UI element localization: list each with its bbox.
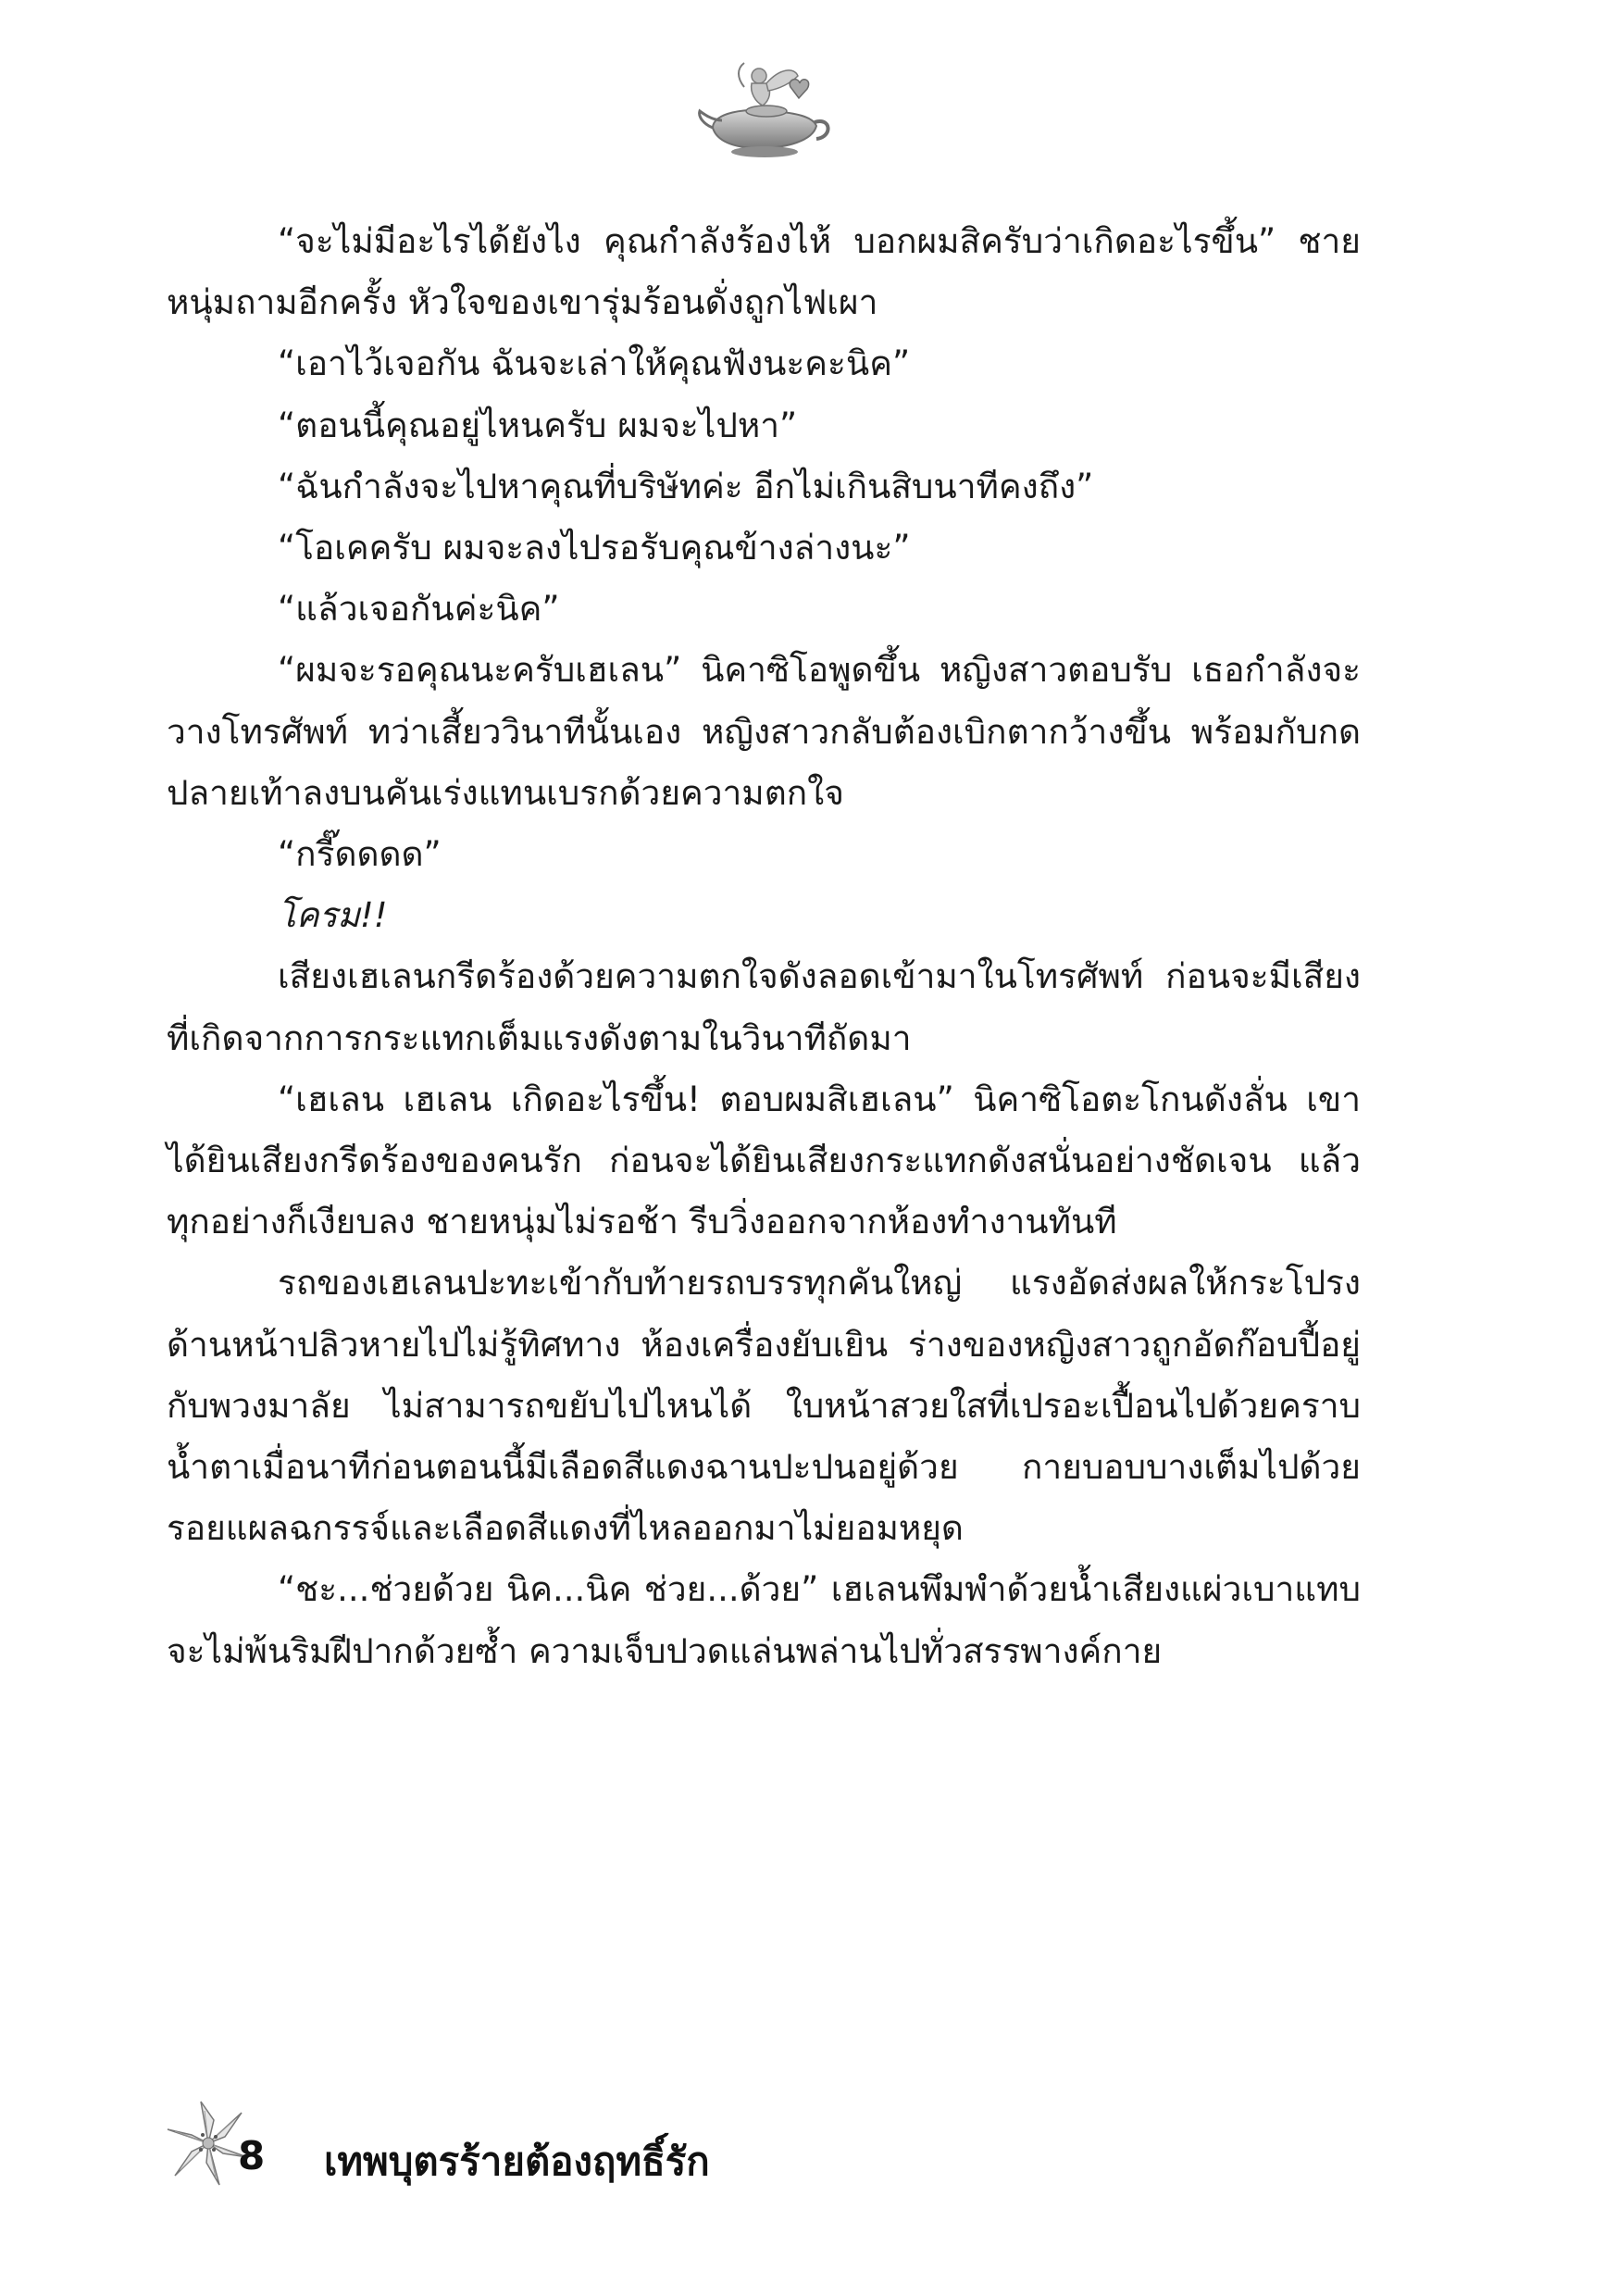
paragraph: “แล้วเจอกันค่ะนิค” (278, 589, 560, 630)
page-footer (162, 2092, 995, 2194)
paragraph: รถของเฮเลนปะทะเข้ากับท้ายรถบรรทุกคันใหญ่ แรงอัดส่งผลให้กระโปรงด้านหน้าปลิวหายไปไม่รู้ทิศทาง ห้องเครื่องยับเยิน ร่างของหญิงสาวถูกอัดก๊อบปี้อยู่กับพวงมาลัย ไม่สามารถขยับไปไหนได้ ใบหน้าสวยใสที่เปรอะเปื้อนไปด้วยคราบน้ำตาเมื่อนาทีก่อนตอนนี้มีเลือดสีแดงฉานปะปนอยู่ด้วย กายบอบบางเต็มไปด้วยรอยแผลฉกรรจ์และเลือดสีแดงที่ไหลออกมาไม่ยอมหยุด (167, 1263, 1361, 1549)
page-number: 8 (238, 2133, 266, 2178)
body-text (167, 211, 1361, 1682)
teapot-ornament-icon (694, 56, 842, 167)
book-title: เทพบุตรร้ายต้องฤทธิ์รัก (324, 2139, 710, 2184)
paragraph: “ตอนนี้คุณอยู่ไหนครับ ผมจะไปหา” (278, 405, 798, 445)
paragraph: “ฉันกำลังจะไปหาคุณที่บริษัทค่ะ อีกไม่เกินสิบนาทีคงถึง” (278, 466, 1094, 506)
paragraph: “ชะ...ช่วยด้วย นิค...นิค ช่วย...ด้วย” เฮเลนพึมพำด้วยน้ำเสียงแผ่วเบาแทบจะไม่พ้นริมฝีปากด้วยซ้ำ ความเจ็บปวดแล่นพล่านไปทั่วสรรพางค์กาย (167, 1569, 1361, 1671)
paragraph: “ผมจะรอคุณนะครับเฮเลน” นิคาซิโอพูดขึ้น หญิงสาวตอบรับ เธอกำลังจะวางโทรศัพท์ ทว่าเสี้ยววินาทีนั้นเอง หญิงสาวกลับต้องเบิกตากว้างขึ้น พร้อมกับกดปลายเท้าลงบนคันเร่งแทนเบรกด้วยความตกใจ (167, 650, 1361, 813)
paragraph: “เอาไว้เจอกัน ฉันจะเล่าให้คุณฟังนะคะนิค” (278, 343, 911, 384)
paragraph-italic-sfx: โครม!! (278, 895, 388, 936)
paragraph: “จะไม่มีอะไรได้ยังไง คุณกำลังร้องไห้ บอกผมสิครับว่าเกิดอะไรขึ้น” ชายหนุ่มถามอีกครั้ง หัวใจของเขารุ่มร้อนดั่งถูกไฟเผา (167, 221, 1361, 323)
paragraph: “โอเคครับ ผมจะลงไปรอรับคุณข้างล่างนะ” (278, 528, 911, 568)
paragraph: “กรี๊ดดดด” (278, 834, 442, 875)
paragraph: “เฮเลน เฮเลน เกิดอะไรขึ้น! ตอบผมสิเฮเลน” นิคาซิโอตะโกนดังลั่น เขาได้ยินเสียงกรีดร้องของคนรัก ก่อนจะได้ยินเสียงกระแทกดังสนั่นอย่างชัดเจน แล้วทุกอย่างก็เงียบลง ชายหนุ่มไม่รอช้า รีบวิ่งออกจากห้องทำงานทันที (167, 1079, 1361, 1242)
paragraph: เสียงเฮเลนกรีดร้องด้วยความตกใจดังลอดเข้ามาในโทรศัพท์ ก่อนจะมีเสียงที่เกิดจากการกระแทกเต็มแรงดังตามในวินาทีถัดมา (167, 956, 1361, 1058)
